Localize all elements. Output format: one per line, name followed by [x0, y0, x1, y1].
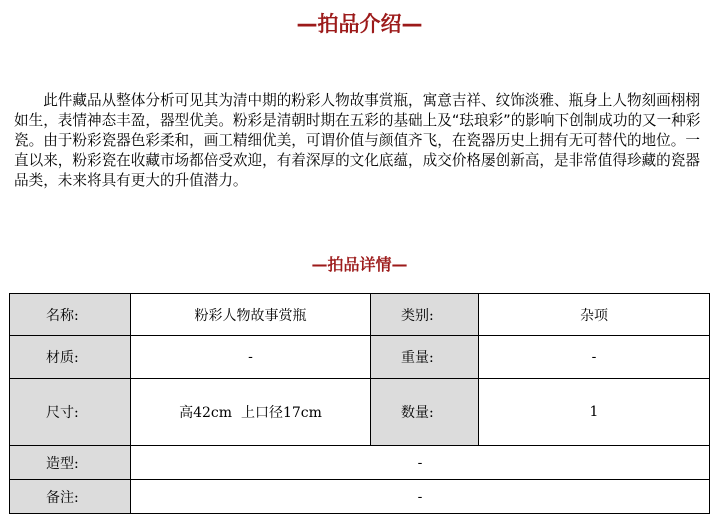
- quantity-label: 数量:: [371, 379, 479, 446]
- intro-paragraph: 此件藏品从整体分析可见其为清中期的粉彩人物故事赏瓶，寓意吉祥、纹饰淡雅、瓶身上人物刻画栩栩如生，表情神态丰盈，器型优美。粉彩是清朝时期在五彩的基础上及“珐琅彩”的影响下创制成功的又一种彩瓷。由于粉彩瓷器色彩柔和，画工精细优美，可谓价值与颜值齐飞，在瓷器历史上拥有无可替代的地位。一直以来，粉彩瓷在收藏市场都倍受欢迎，有着深厚的文化底蕴，成交价格屡创新高，是非常值得珍藏的瓷器品类，未来将具有更大的升值潜力。: [14, 92, 701, 189]
- table-row-material: [10, 336, 710, 379]
- shape-label: 造型:: [10, 446, 131, 480]
- remarks-value: -: [131, 480, 710, 514]
- weight-label: 重量:: [371, 336, 479, 379]
- material-value: -: [131, 336, 371, 379]
- weight-value: -: [479, 336, 710, 379]
- table-row-name: [10, 294, 710, 336]
- category-label: 类别:: [371, 294, 479, 336]
- name-value: 粉彩人物故事赏瓶: [131, 294, 371, 336]
- shape-value: -: [131, 446, 710, 480]
- table-row-shape: [10, 446, 710, 480]
- name-label: 名称:: [10, 294, 131, 336]
- material-label: 材质:: [10, 336, 131, 379]
- size-value: 高42cm 上口径17cm: [131, 379, 371, 446]
- details-title: —拍品详情—: [311, 255, 408, 274]
- quantity-value: 1: [479, 379, 710, 446]
- intro-title: —拍品介绍—: [296, 12, 423, 36]
- category-value: 杂项: [479, 294, 710, 336]
- size-label: 尺寸:: [10, 379, 131, 446]
- table-row-size: [10, 379, 710, 446]
- remarks-label: 备注:: [10, 480, 131, 514]
- details-table: [9, 293, 710, 514]
- table-row-remarks: [10, 480, 710, 514]
